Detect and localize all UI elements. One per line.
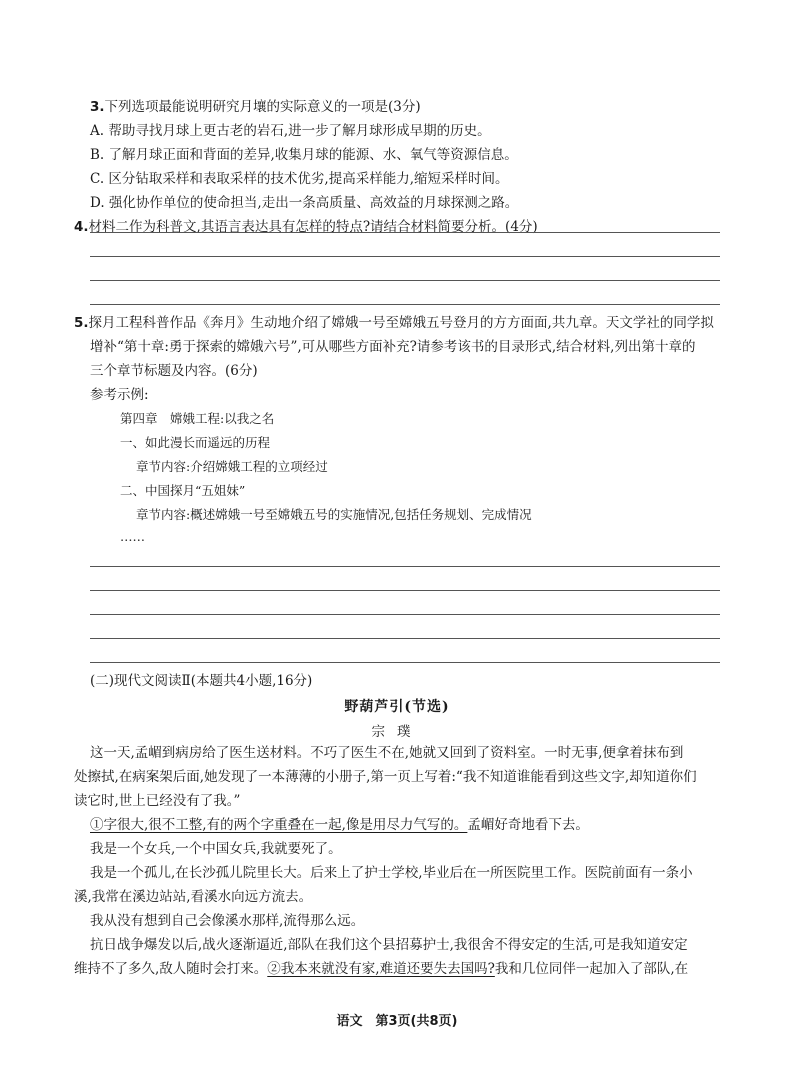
answer-line	[90, 566, 720, 567]
question-3-option-d: D. 强化协作单位的使命担当,走出一条高质量、高效益的月球探测之路。	[90, 195, 519, 211]
question-3-stem	[90, 98, 421, 116]
passage-text: 我和几位同伴一起加入了部队,在	[494, 961, 689, 977]
passage-line: 读它时,世上已经没有了我。”	[74, 793, 241, 809]
question-3-option-b: B. 了解月球正面和背面的差异,收集月球的能源、水、氧气等资源信息。	[90, 147, 518, 163]
answer-line	[90, 280, 720, 281]
sample-section-2-content: 章节内容:概述嫦娥一号至嫦娥五号的实施情况,包括任务规划、完成情况	[136, 507, 532, 522]
question-5-number: 5.	[74, 315, 89, 331]
passage-line: 溪,我常在溪边站站,看溪水向远方流去。	[74, 889, 313, 905]
passage-author: 宗璞	[371, 724, 423, 740]
answer-line	[90, 638, 720, 639]
question-4-stem	[74, 218, 538, 236]
sample-section-1-content: 章节内容:介绍嫦娥工程的立项经过	[136, 459, 328, 474]
question-5-text: 探月工程科普作品《奔月》生动地介绍了嫦娥一号至嫦娥五号登月的方方面面,共九章。天文学社的同学拟	[88, 315, 714, 331]
passage-line: 我是一个孤儿,在长沙孤儿院里长大。后来上了护士学校,毕业后在一所医院里工作。医院前面有一条小	[90, 865, 693, 881]
question-3-text: 下列选项最能说明研究月壤的实际意义的一项是(3分)	[104, 99, 421, 115]
passage-line: 我从没有想到自己会像溪水那样,流得那么远。	[90, 913, 365, 929]
sample-section-2: 二、中国探月“五姐妹”	[120, 483, 246, 498]
passage-text: 维持不了多久,敌人随时会打来。	[74, 961, 268, 977]
sample-label: 参考示例:	[90, 387, 149, 403]
sample-chapter-title: 第四章 嫦娥工程:以我之名	[120, 411, 275, 426]
question-5-stem-line-3: 三个章节标题及内容。(6分)	[90, 363, 258, 379]
question-3-option-a: A. 帮助寻找月球上更古老的岩石,进一步了解月球形成早期的历史。	[90, 123, 491, 139]
underlined-sentence-2: ②我本来就没有家,难道还要失去国吗?	[267, 961, 495, 977]
answer-line	[90, 614, 720, 615]
sample-section-1: 一、如此漫长而遥远的历程	[120, 435, 271, 450]
question-5-stem-line-1	[74, 314, 714, 332]
question-4-number: 4.	[74, 219, 89, 235]
passage-text: 孟嵋好奇地看下去。	[467, 817, 589, 833]
answer-line	[90, 304, 720, 305]
passage-line: 处擦拭,在病案架后面,她发现了一本薄薄的小册子,第一页上写着:“我不知道谁能看到这些文字,却知道你们	[74, 769, 697, 785]
question-3-option-c: C. 区分钻取采样和表取采样的技术优劣,提高采样能力,缩短采样时间。	[90, 171, 509, 187]
passage-line: 我是一个女兵,一个中国女兵,我就要死了。	[90, 841, 342, 857]
passage-line	[74, 960, 688, 978]
passage-title: 野葫芦引(节选)	[344, 699, 450, 715]
answer-line	[90, 590, 720, 591]
answer-line	[90, 232, 720, 233]
passage-line: 这一天,孟嵋到病房给了医生送材料。不巧了医生不在,她就又回到了资料室。一时无事,便拿着抹布到	[90, 745, 684, 761]
passage-line: 抗日战争爆发以后,战火逐渐逼近,部队在我们这个县招募护士,我很舍不得安定的生活,可是我知道安定	[90, 937, 688, 953]
question-3-number: 3.	[90, 99, 105, 115]
question-5-stem-line-2: 增补“第十章:勇于探索的嫦娥六号”,可从哪些方面补充?请参考该书的目录形式,结合材料,列出第十章的	[90, 339, 696, 355]
page-footer: 语文 第3页(共8页)	[336, 1014, 458, 1029]
answer-line	[90, 662, 720, 663]
answer-line	[90, 256, 720, 257]
sample-ellipsis: ……	[120, 529, 145, 544]
passage-line	[90, 816, 589, 834]
section-heading: (二)现代文阅读Ⅱ(本题共4小题,16分)	[90, 673, 313, 689]
underlined-sentence-1: ①字很大,很不工整,有的两个字重叠在一起,像是用尽力气写的。	[90, 817, 468, 833]
question-4-text: 材料二作为科普文,其语言表达具有怎样的特点?请结合材料简要分析。(4分)	[88, 219, 538, 235]
